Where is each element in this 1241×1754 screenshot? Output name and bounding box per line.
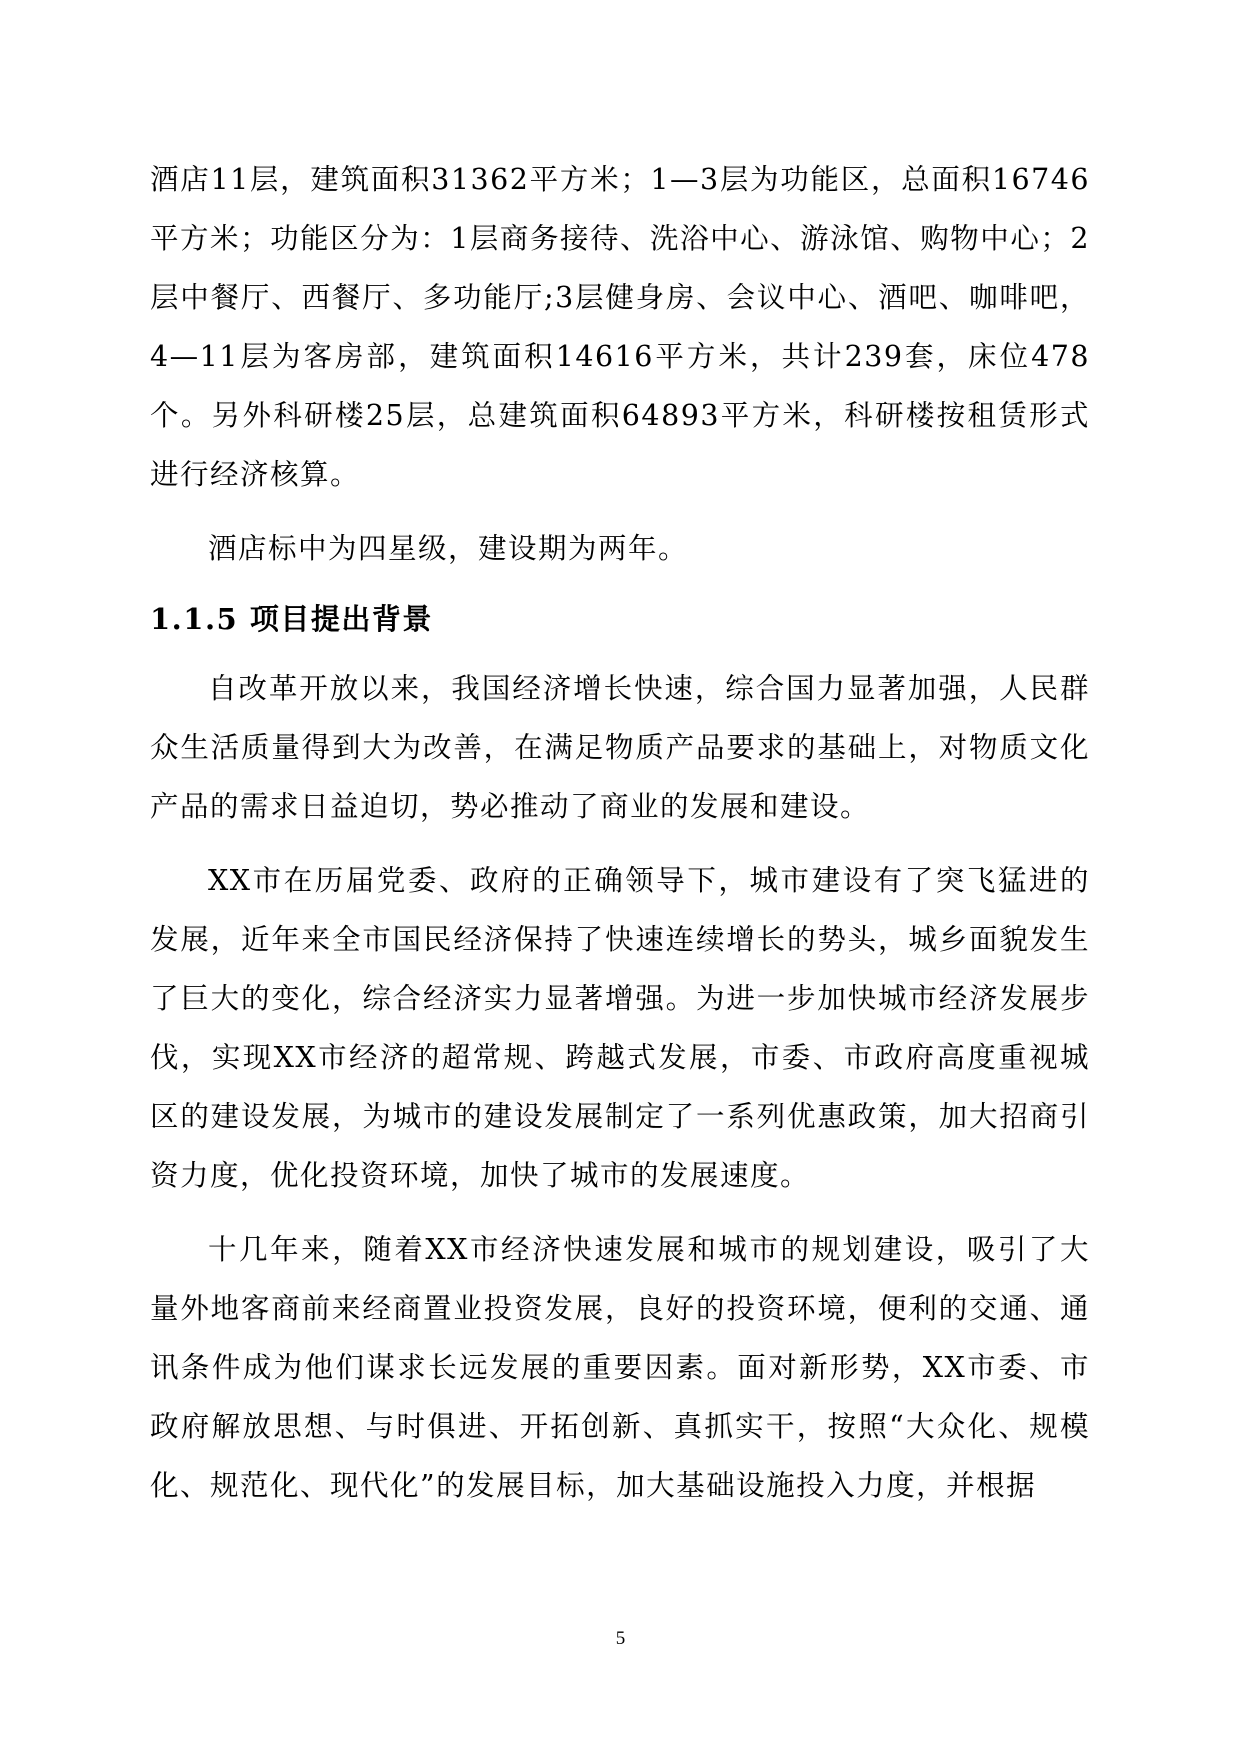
paragraph-hotel-floors: 酒店11层，建筑面积31362平方米；1—3层为功能区，总面积16746平方米；功能区分为：1层商务接待、洗浴中心、游泳馆、购物中心；2层中餐厅、西餐厅、多功能厅;3层健身房、会议中心、酒吧、咖啡吧，4—11层为客房部，建筑面积14616平方米，共计239套，床位478个。另外科研楼25层，总建筑面积64893平方米，科研楼按租赁形式进行经济核算。: [150, 163, 1090, 491]
page-body: [150, 150, 1090, 1515]
page-number: 5: [615, 1628, 626, 1649]
paragraph-hotel-rating: 酒店标中为四星级，建设期为两年。: [208, 532, 689, 565]
paragraph-investment: 十几年来，随着XX市经济快速发展和城市的规划建设，吸引了大量外地客商前来经商置业投资发展，良好的投资环境，便利的交通、通讯条件成为他们谋求长远发展的重要因素。面对新形势，XX市委、市政府解放思想、与时俱进、开拓创新、真抓实干，按照“大众化、规模化、规范化、现代化”的发展目标，加大基础设施投入力度，并根据: [150, 1233, 1090, 1502]
paragraph-reform: 自改革开放以来，我国经济增长快速，综合国力显著加强，人民群众生活质量得到大为改善，在满足物质产品要求的基础上，对物质文化产品的需求日益迫切，势必推动了商业的发展和建设。: [150, 672, 1090, 823]
paragraph-city-development: XX市在历届党委、政府的正确领导下，城市建设有了突飞猛进的发展，近年来全市国民经济保持了快速连续增长的势头，城乡面貌发生了巨大的变化，综合经济实力显著增强。为进一步加快城市经济发展步伐，实现XX市经济的超常规、跨越式发展，市委、市政府高度重视城区的建设发展，为城市的建设发展制定了一系列优惠政策，加大招商引资力度，优化投资环境，加快了城市的发展速度。: [150, 864, 1090, 1192]
section-heading: 1.1.5 项目提出背景: [150, 602, 433, 636]
